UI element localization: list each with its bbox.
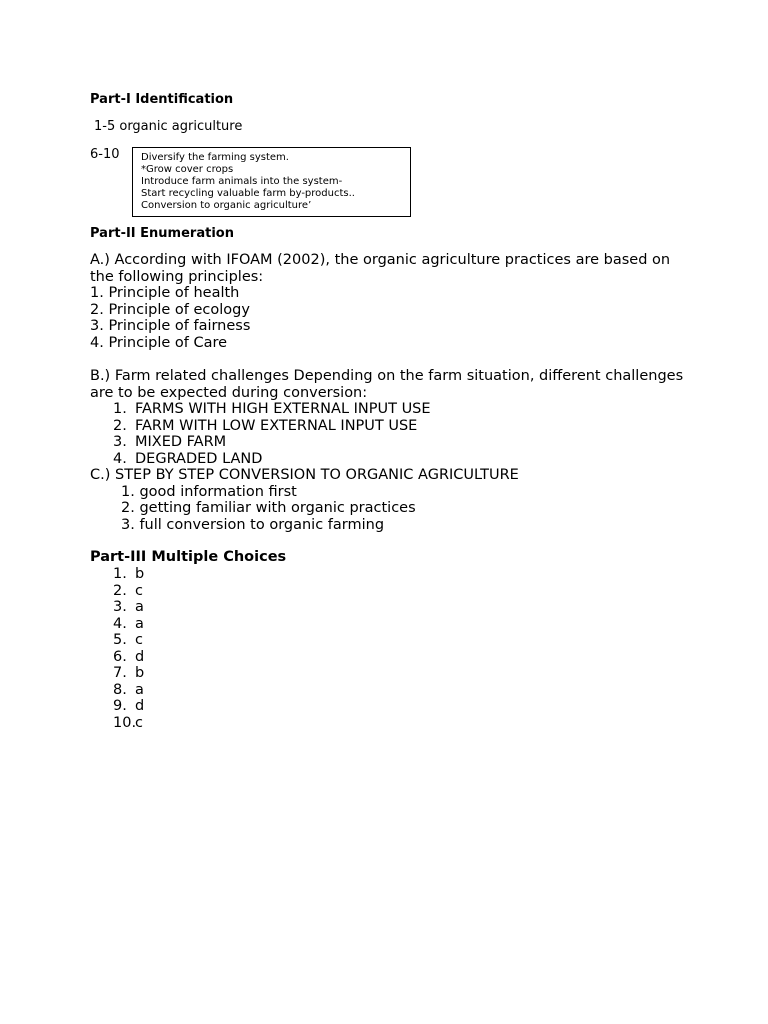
part2-c-heading: C.) STEP BY STEP CONVERSION TO ORGANIC AGRICULTURE bbox=[90, 467, 519, 483]
answer-number: 6. bbox=[113, 648, 127, 665]
part2-a-intro: A.) According with IFOAM (2002), the organic agriculture practices are based on the following principles: bbox=[90, 252, 671, 285]
step-item: 3. full conversion to organic farming bbox=[121, 516, 385, 533]
box-line: *Grow cover crops bbox=[141, 164, 234, 175]
challenge-text: FARMS WITH HIGH EXTERNAL INPUT USE bbox=[135, 401, 431, 417]
step-item: 2. getting familiar with organic practices bbox=[121, 500, 416, 516]
answer-number: 8. bbox=[113, 681, 127, 698]
principle-item: 4. Principle of Care bbox=[90, 334, 228, 351]
challenge-number: 4. bbox=[113, 450, 127, 467]
challenge-text: MIXED FARM bbox=[135, 434, 227, 450]
part3-heading: Part-III Multiple Choices bbox=[90, 549, 287, 565]
answer-value: c bbox=[135, 714, 143, 731]
part1-item-6-10-label: 6-10 bbox=[90, 147, 120, 162]
box-line: Introduce farm animals into the system- bbox=[141, 176, 343, 187]
answer-number: 1. bbox=[113, 566, 127, 582]
principle-item: 2. Principle of ecology bbox=[90, 301, 250, 318]
answer-number: 9. bbox=[113, 698, 127, 714]
challenge-text: DEGRADED LAND bbox=[135, 450, 263, 467]
part1-item-1-5: 1-5 organic agriculture bbox=[94, 119, 243, 134]
answer-value: a bbox=[135, 615, 144, 632]
box-line: Diversify the farming system. bbox=[141, 152, 289, 163]
challenge-number: 1. bbox=[113, 401, 127, 417]
answer-value: a bbox=[135, 681, 144, 698]
answer-number: 10. bbox=[113, 714, 137, 731]
part2-b-intro: B.) Farm related challenges Depending on the farm situation, different challenges are to be expected during conversion: bbox=[90, 368, 684, 401]
answer-number: 4. bbox=[113, 615, 127, 632]
answer-value: b bbox=[135, 665, 145, 681]
step-item: 1. good information first bbox=[121, 483, 297, 500]
challenge-number: 3. bbox=[113, 434, 127, 450]
part2-heading: Part-II Enumeration bbox=[90, 226, 234, 241]
answer-value: b bbox=[135, 566, 145, 582]
box-line: Start recycling valuable farm by-products.. bbox=[141, 188, 355, 199]
box-line: Conversion to organic agriculture’ bbox=[141, 200, 312, 211]
answer-value: a bbox=[135, 599, 144, 615]
principle-item: 1. Principle of health bbox=[90, 285, 240, 301]
answer-value: d bbox=[135, 648, 145, 665]
challenge-number: 2. bbox=[113, 417, 127, 434]
answer-value: c bbox=[135, 632, 143, 648]
answer-number: 7. bbox=[113, 665, 127, 681]
answer-value: c bbox=[135, 582, 143, 599]
answer-number: 2. bbox=[113, 582, 127, 599]
answer-text-box bbox=[132, 147, 411, 217]
challenge-text: FARM WITH LOW EXTERNAL INPUT USE bbox=[135, 417, 418, 434]
answer-value: d bbox=[135, 698, 145, 714]
answer-number: 3. bbox=[113, 599, 127, 615]
principle-item: 3. Principle of fairness bbox=[90, 318, 251, 334]
part1-heading: Part-I Identification bbox=[90, 92, 234, 107]
answer-number: 5. bbox=[113, 632, 127, 648]
